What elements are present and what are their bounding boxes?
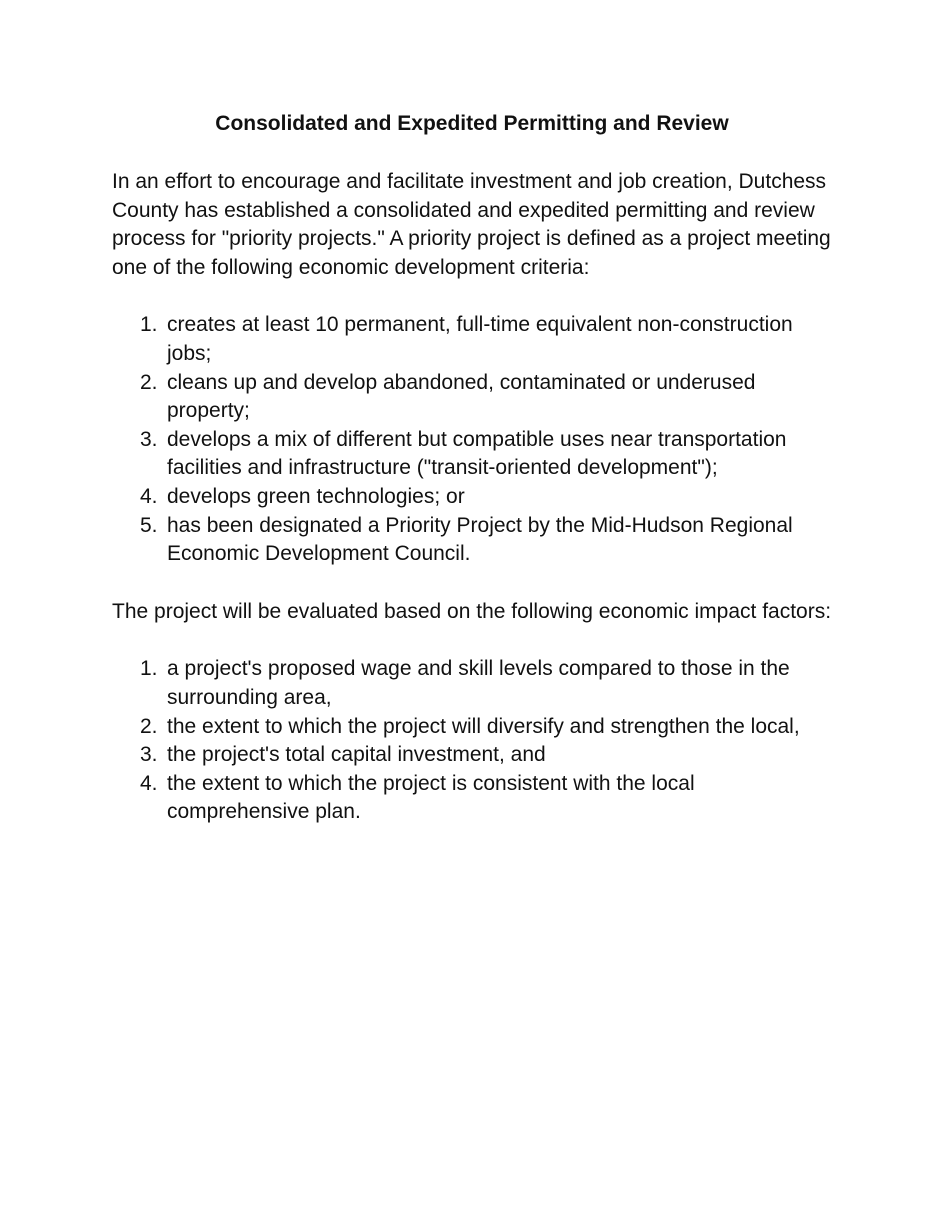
list-item-text: has been designated a Priority Project by the Mid-Hudson Regional Economic Development Council. (167, 513, 793, 566)
list-item-number: 3. (140, 427, 158, 451)
list-item-number: 1. (140, 657, 158, 681)
factors-list (112, 655, 832, 827)
list-item-number: 1. (140, 313, 158, 337)
list-item (112, 713, 832, 742)
list-item-number: 2. (140, 714, 158, 738)
criteria-list (112, 311, 832, 568)
list-item-text: the extent to which the project is consistent with the local comprehensive plan. (167, 771, 695, 824)
list-item-text: cleans up and develop abandoned, contaminated or underused property; (167, 370, 756, 423)
intro-paragraph: In an effort to encourage and facilitate investment and job creation, Dutchess County has established a consolidated and expedited permitting and review process for "priority projects." A priority project is defined as a project meeting one of the following economic development criteria: (112, 170, 831, 279)
document-page (112, 110, 832, 856)
list-item-text: the extent to which the project will diversify and strengthen the local, (167, 714, 800, 738)
list-item (112, 369, 832, 426)
list-item (112, 426, 832, 483)
list-item-number: 4. (140, 771, 158, 795)
list-item (112, 311, 832, 368)
list-item-text: develops a mix of different but compatible uses near transportation facilities and infrastructure ("transit-oriented development"); (167, 427, 787, 480)
list-item-number: 5. (140, 513, 158, 537)
list-item-number: 2. (140, 370, 158, 394)
evaluation-paragraph: The project will be evaluated based on the following economic impact factors: (112, 599, 832, 623)
list-item (112, 770, 832, 827)
list-item-text: a project's proposed wage and skill levels compared to those in the surrounding area, (167, 657, 790, 709)
list-item (112, 741, 832, 770)
list-item-text: develops green technologies; or (167, 484, 465, 508)
list-item-text: creates at least 10 permanent, full-time equivalent non-construction jobs; (167, 313, 793, 365)
document-title: Consolidated and Expedited Permitting and Review (215, 112, 729, 135)
list-item-number: 4. (140, 484, 158, 508)
list-item (112, 512, 832, 569)
list-item-text: the project's total capital investment, and (167, 743, 546, 767)
list-item (112, 655, 832, 712)
list-item-number: 3. (140, 743, 158, 767)
list-item (112, 483, 832, 512)
